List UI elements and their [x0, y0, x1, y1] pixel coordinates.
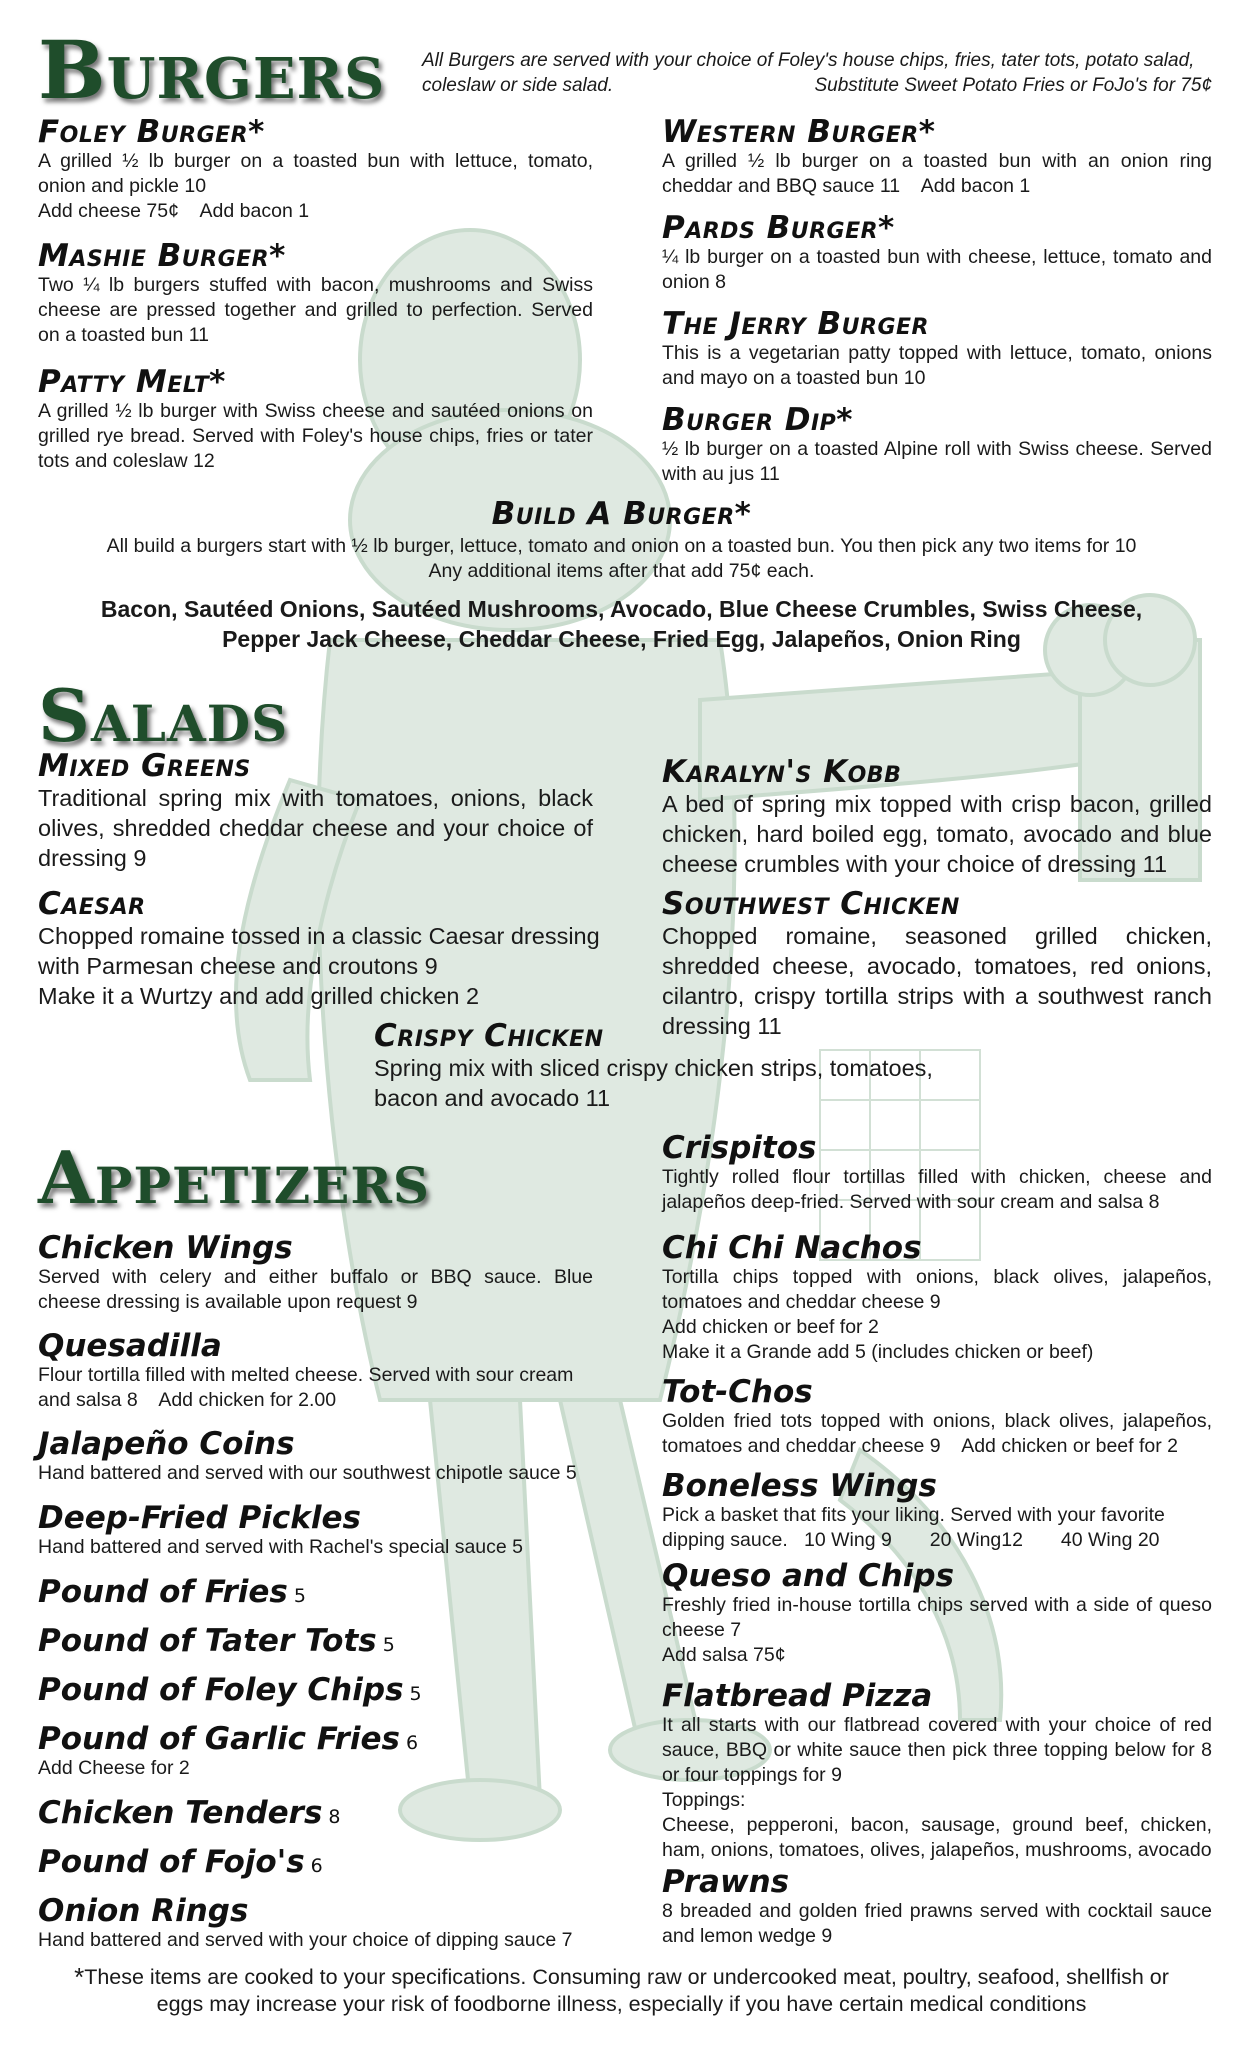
item-price: 6	[310, 1855, 323, 1877]
menu-item-mixed-greens	[38, 750, 593, 873]
item-name: Pound of Fries 5	[38, 1574, 306, 1610]
menu-item-pound-of-fojos	[38, 1846, 598, 1879]
item-description: It all starts with our flatbread covered with your choice of red sauce, BBQ or white sauce then pick three topping below for 8 or four toppings for 9 Toppings: Cheese, pepperoni, bacon, sausage, ground beef, chicken, ham, onions, tomatoes, olives, jalapeños, mushrooms, avocado	[662, 1714, 1212, 1862]
menu-item-pound-of-garlic-fries	[38, 1723, 598, 1781]
item-name: Boneless Wings	[662, 1468, 937, 1504]
menu-item-pound-of-foley-chips	[38, 1674, 598, 1707]
item-price: 8	[328, 1806, 341, 1828]
item-description: Chopped romaine tossed in a classic Caesar dressing with Parmesan cheese and croutons 9 Make it a Wurtzy and add grilled chicken 2	[38, 923, 600, 1010]
menu-item-crispitos	[662, 1132, 1212, 1215]
menu-item-boneless-wings	[662, 1470, 1212, 1553]
build-a-burger-title: Build A Burger*	[491, 496, 752, 532]
item-name: Caesar	[38, 886, 146, 922]
menu-item-foley-burger	[38, 116, 593, 224]
item-description: A bed of spring mix topped with crisp bacon, grilled chicken, hard boiled egg, tomato, avocado and blue cheese crumbles with your choice of dressing 11	[662, 791, 1212, 878]
menu-item-chicken-tenders	[38, 1797, 598, 1830]
item-description: Hand battered and served with your choice of dipping sauce 7	[38, 1929, 573, 1952]
item-description: Traditional spring mix with tomatoes, onions, black olives, shredded cheddar cheese and your choice of dressing 9	[38, 785, 593, 872]
item-description: This is a vegetarian patty topped with lettuce, tomato, onions and mayo on a toasted bun 10	[662, 342, 1212, 390]
burgers-intro	[422, 48, 1212, 98]
item-description: Pick a basket that fits your liking. Served with your favorite dipping sauce. 10 Wing 9 20 Wing12 40 Wing 20	[662, 1504, 1171, 1552]
burgers-intro-main: All Burgers are served with your choice of Foley's house chips, fries, tater tots, potato salad, coleslaw or side salad.	[422, 50, 1195, 96]
menu-item-deep-fried-pickles	[38, 1502, 608, 1560]
menu-item-queso-and-chips	[662, 1560, 1212, 1668]
item-description: Add Cheese for 2	[38, 1757, 190, 1780]
menu-item-pound-of-tater-tots	[38, 1625, 598, 1658]
item-name: Quesadilla	[38, 1328, 222, 1364]
item-description: 8 breaded and golden fried prawns served with cocktail sauce and lemon wedge 9	[662, 1900, 1212, 1948]
item-description: Tightly rolled flour tortillas filled with chicken, cheese and jalapeños deep-fried. Served with sour cream and salsa 8	[662, 1166, 1212, 1214]
item-name: Burger Dip*	[662, 402, 854, 438]
menu-item-southwest-chicken	[662, 888, 1212, 1041]
item-name: Queso and Chips	[662, 1558, 955, 1594]
item-description: ½ lb burger on a toasted Alpine roll with Swiss cheese. Served with au jus 11	[662, 438, 1212, 486]
item-description: A grilled ½ lb burger on a toasted bun with an onion ring cheddar and BBQ sauce 11 Add bacon 1	[662, 150, 1218, 198]
item-name: Pound of Fojo's 6	[38, 1844, 323, 1880]
item-name: Flatbread Pizza	[662, 1678, 933, 1714]
item-price: 5	[382, 1634, 395, 1656]
menu-item-onion-rings	[38, 1895, 608, 1953]
menu-item-karalyns-kobb	[662, 756, 1212, 879]
burgers-title: Burgers	[38, 23, 386, 117]
item-name: Foley Burger*	[38, 114, 265, 150]
disclaimer-asterisk: *	[74, 1962, 85, 1992]
item-price: 5	[293, 1585, 306, 1607]
item-name: Crispitos	[662, 1130, 817, 1166]
item-name: Chi Chi Nachos	[662, 1230, 922, 1266]
food-safety-disclaimer	[50, 1964, 1193, 2018]
item-name: Pound of Garlic Fries 6	[38, 1721, 419, 1757]
item-description: Tortilla chips topped with onions, black olives, jalapeños, tomatoes and cheddar cheese 9 Add chicken or beef for 2 Make it a Grande add 5 (includes chicken or beef)	[662, 1266, 1212, 1364]
item-description: Chopped romaine, seasoned grilled chicken, shredded cheese, avocado, tomatoes, red onions, cilantro, crispy tortilla strips with a southwest ranch dressing 11	[662, 923, 1212, 1040]
item-name: Deep-Fried Pickles	[38, 1500, 361, 1536]
item-description: Flour tortilla filled with melted cheese. Served with sour cream and salsa 8 Add chicken for 2.00	[38, 1364, 579, 1412]
menu-item-flatbread-pizza	[662, 1680, 1212, 1863]
appetizers-title: Appetizers	[38, 1135, 431, 1220]
menu-item-chi-chi-nachos	[662, 1232, 1212, 1365]
burgers-intro-sub: Substitute Sweet Potato Fries or FoJo's for 75¢	[814, 75, 1212, 96]
item-name: The Jerry Burger	[662, 306, 929, 342]
item-name: Crispy Chicken	[374, 1018, 604, 1054]
item-description: Hand battered and served with our southwest chipotle sauce 5	[38, 1462, 577, 1485]
item-description: ¼ lb burger on a toasted bun with cheese, lettuce, tomato and onion 8	[662, 246, 1212, 294]
item-name: Mixed Greens	[38, 748, 251, 784]
item-name: Southwest Chicken	[662, 886, 960, 922]
item-price: 6	[405, 1732, 419, 1754]
item-name: Pards Burger*	[662, 210, 895, 246]
menu-item-patty-melt	[38, 366, 593, 474]
menu-item-pound-of-fries	[38, 1576, 598, 1609]
menu-item-chicken-wings	[38, 1232, 593, 1315]
item-name: Prawns	[662, 1864, 790, 1900]
item-name: Onion Rings	[38, 1893, 249, 1929]
item-name: Patty Melt*	[38, 364, 226, 400]
menu-item-caesar	[38, 888, 608, 1011]
menu-item-tot-chos	[662, 1374, 1218, 1459]
disclaimer-text: These items are cooked to your specifications. Consuming raw or undercooked meat, poultry, seafood, shellfish or eggs may increase your risk of foodborne illness, especially if you have certain medical conditions	[84, 1965, 1169, 2016]
item-description: Two ¼ lb burgers stuffed with bacon, mushrooms and Swiss cheese are pressed together and grilled to perfection. Served on a toasted bun 11	[38, 274, 593, 347]
menu-item-crispy-chicken	[374, 1020, 974, 1113]
salads-title: Salads	[38, 673, 289, 758]
item-description: A grilled ½ lb burger with Swiss cheese and sautéed onions on grilled rye bread. Served with Foley's house chips, fries or tater tots and coleslaw 12	[38, 400, 593, 473]
item-name: Tot-Chos	[662, 1374, 813, 1410]
menu-item-jalapeno-coins	[38, 1428, 608, 1486]
menu-item-jerry-burger	[662, 308, 1212, 391]
menu-item-pards-burger	[662, 212, 1212, 295]
menu-item-western-burger	[662, 114, 1218, 199]
item-name: Chicken Wings	[38, 1230, 293, 1266]
item-description: Freshly fried in-house tortilla chips served with a side of queso cheese 7 Add salsa 75¢	[662, 1594, 1212, 1667]
menu-item-mashie-burger	[38, 240, 593, 348]
build-a-burger-options: Bacon, Sautéed Onions, Sautéed Mushrooms, Avocado, Blue Cheese Crumbles, Swiss Cheese, Pepper Jack Cheese, Cheddar Cheese, Fried Egg, Jalapeños, Onion Ring	[100, 596, 1143, 652]
item-name: Mashie Burger*	[38, 238, 286, 274]
item-name: Jalapeño Coins	[38, 1426, 295, 1462]
build-a-burger-description: All build a burgers start with ½ lb burger, lettuce, tomato and onion on a toasted bun. You then pick any two items for 10 Any additional items after that add 75¢ each.	[106, 535, 1137, 582]
item-name: Karalyn's Kobb	[662, 754, 902, 790]
item-price: 5	[409, 1683, 422, 1705]
item-description: A grilled ½ lb burger on a toasted bun with lettuce, tomato, onion and pickle 10 Add cheese 75¢ Add bacon 1	[38, 150, 593, 223]
item-name: Chicken Tenders 8	[38, 1795, 341, 1831]
item-description: Hand battered and served with Rachel's special sauce 5	[38, 1536, 524, 1559]
item-name: Pound of Foley Chips 5	[38, 1672, 422, 1708]
menu-item-burger-dip	[662, 404, 1212, 487]
menu-item-prawns	[662, 1866, 1212, 1949]
item-description: Golden fried tots topped with onions, black olives, jalapeños, tomatoes and cheddar cheese 9 Add chicken or beef for 2	[662, 1410, 1218, 1458]
item-description: Served with celery and either buffalo or BBQ sauce. Blue cheese dressing is available upon request 9	[38, 1266, 593, 1314]
item-description: Spring mix with sliced crispy chicken strips, tomatoes, bacon and avocado 11	[374, 1055, 933, 1112]
item-name: Western Burger*	[662, 114, 936, 150]
item-name: Pound of Tater Tots 5	[38, 1623, 395, 1659]
menu-item-quesadilla	[38, 1330, 593, 1413]
